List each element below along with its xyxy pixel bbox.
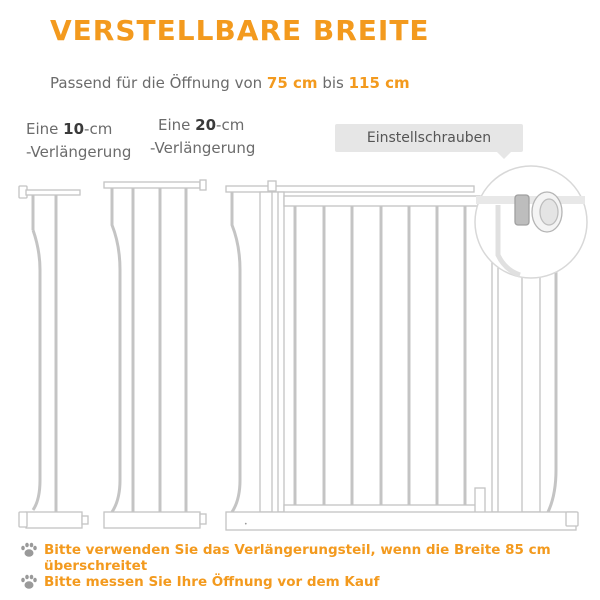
width-max: 115 cm: [348, 74, 410, 92]
paw-icon: [20, 574, 44, 594]
note-measure-text: Bitte messen Sie Ihre Öffnung vor dem Kauf: [44, 574, 380, 590]
ext20-prefix: Eine: [158, 116, 196, 134]
extension-10cm: [19, 186, 88, 528]
ext10-line2: -Verlängerung: [26, 143, 132, 161]
ext20-line2: -Verlängerung: [150, 139, 256, 157]
ext10-prefix: Eine: [26, 120, 64, 138]
note-measure: [20, 574, 379, 594]
note-extension-line1: Bitte verwenden Sie das Verlängerungsteil, wenn die Breite 85 cm: [44, 542, 551, 558]
ext10-size: 10: [63, 120, 85, 138]
extension-20cm: [104, 180, 206, 528]
note-extension-line2: überschreitet: [44, 558, 148, 574]
screw-zoom-detail: [475, 166, 587, 278]
width-min: 75 cm: [266, 74, 318, 92]
brand-mark: •: [244, 521, 248, 528]
ext20-unit: -cm: [216, 116, 245, 134]
note-extension: [20, 542, 551, 574]
subtitle-prefix: Passend für die Öffnung von: [50, 74, 267, 92]
subtitle-mid: bis: [317, 74, 349, 92]
screws-label: Einstellschrauben: [366, 130, 492, 146]
page-title: VERSTELLBARE BREITE: [50, 14, 430, 47]
ext10-unit: -cm: [84, 120, 113, 138]
ext20-size: 20: [195, 116, 217, 134]
paw-icon: [20, 542, 44, 574]
